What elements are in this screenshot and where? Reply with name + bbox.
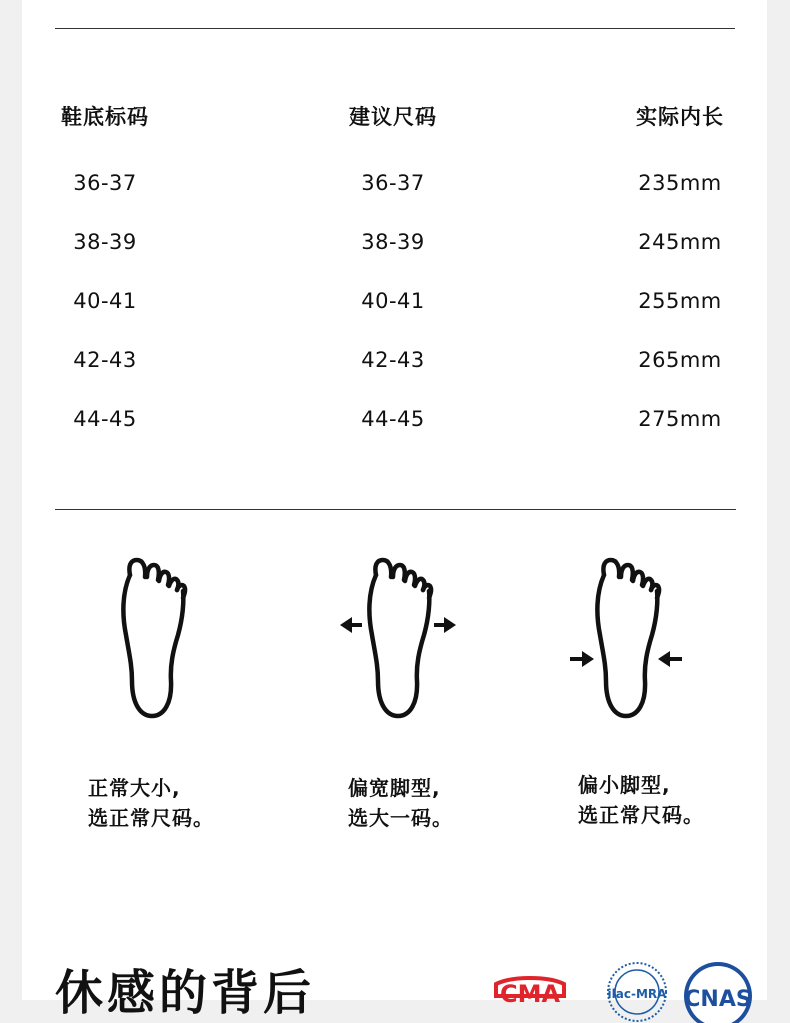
- normal-foot-icon: [96, 553, 206, 721]
- wide-foot-icon: [342, 553, 452, 721]
- certification-logos: [492, 962, 752, 1022]
- sole-size-cell: 40-41: [73, 289, 137, 313]
- column-header-sole-size: 鞋底标码: [61, 105, 149, 129]
- fit-advice-line: 正常大小,: [88, 776, 181, 800]
- sole-size-cell: 36-37: [73, 171, 137, 195]
- section-title: 休感的背后: [55, 965, 316, 1021]
- narrow-foot-icon: [570, 553, 680, 721]
- fit-advice-wide: [348, 773, 453, 833]
- sole-size-cell: 42-43: [73, 348, 137, 372]
- middle-divider: [55, 509, 736, 510]
- suggested-size-cell: 44-45: [361, 407, 425, 431]
- fit-advice-narrow: [578, 770, 704, 830]
- inner-length-cell: 245mm: [638, 230, 722, 254]
- fit-advice-line: 偏小脚型,: [578, 773, 671, 797]
- cnas-logo-icon: [684, 962, 752, 1023]
- inner-length-cell: 265mm: [638, 348, 722, 372]
- top-divider: [55, 28, 735, 29]
- svg-text:CMA: CMA: [499, 980, 561, 1008]
- svg-text:CNAS: CNAS: [684, 987, 752, 1012]
- svg-text:ilac-MRA: ilac-MRA: [607, 987, 667, 1001]
- fit-advice-line: 选正常尺码。: [88, 806, 214, 830]
- size-guide-panel: [22, 0, 767, 1021]
- fit-advice-line: 偏宽脚型,: [348, 776, 441, 800]
- inner-length-cell: 235mm: [638, 171, 722, 195]
- sole-size-cell: 44-45: [73, 407, 137, 431]
- column-header-suggested-size: 建议尺码: [349, 105, 437, 129]
- fit-advice-line: 选大一码。: [348, 806, 453, 830]
- suggested-size-cell: 40-41: [361, 289, 425, 313]
- ilac-mra-logo-icon: [608, 963, 668, 1021]
- inner-length-cell: 255mm: [638, 289, 722, 313]
- inner-length-cell: 275mm: [638, 407, 722, 431]
- cma-logo-icon: [496, 978, 564, 1008]
- suggested-size-cell: 42-43: [361, 348, 425, 372]
- column-header-inner-length: 实际内长: [636, 105, 724, 129]
- fit-advice-line: 选正常尺码。: [578, 803, 704, 827]
- suggested-size-cell: 36-37: [361, 171, 425, 195]
- fit-advice-normal: [88, 773, 214, 833]
- sole-size-cell: 38-39: [73, 230, 137, 254]
- suggested-size-cell: 38-39: [361, 230, 425, 254]
